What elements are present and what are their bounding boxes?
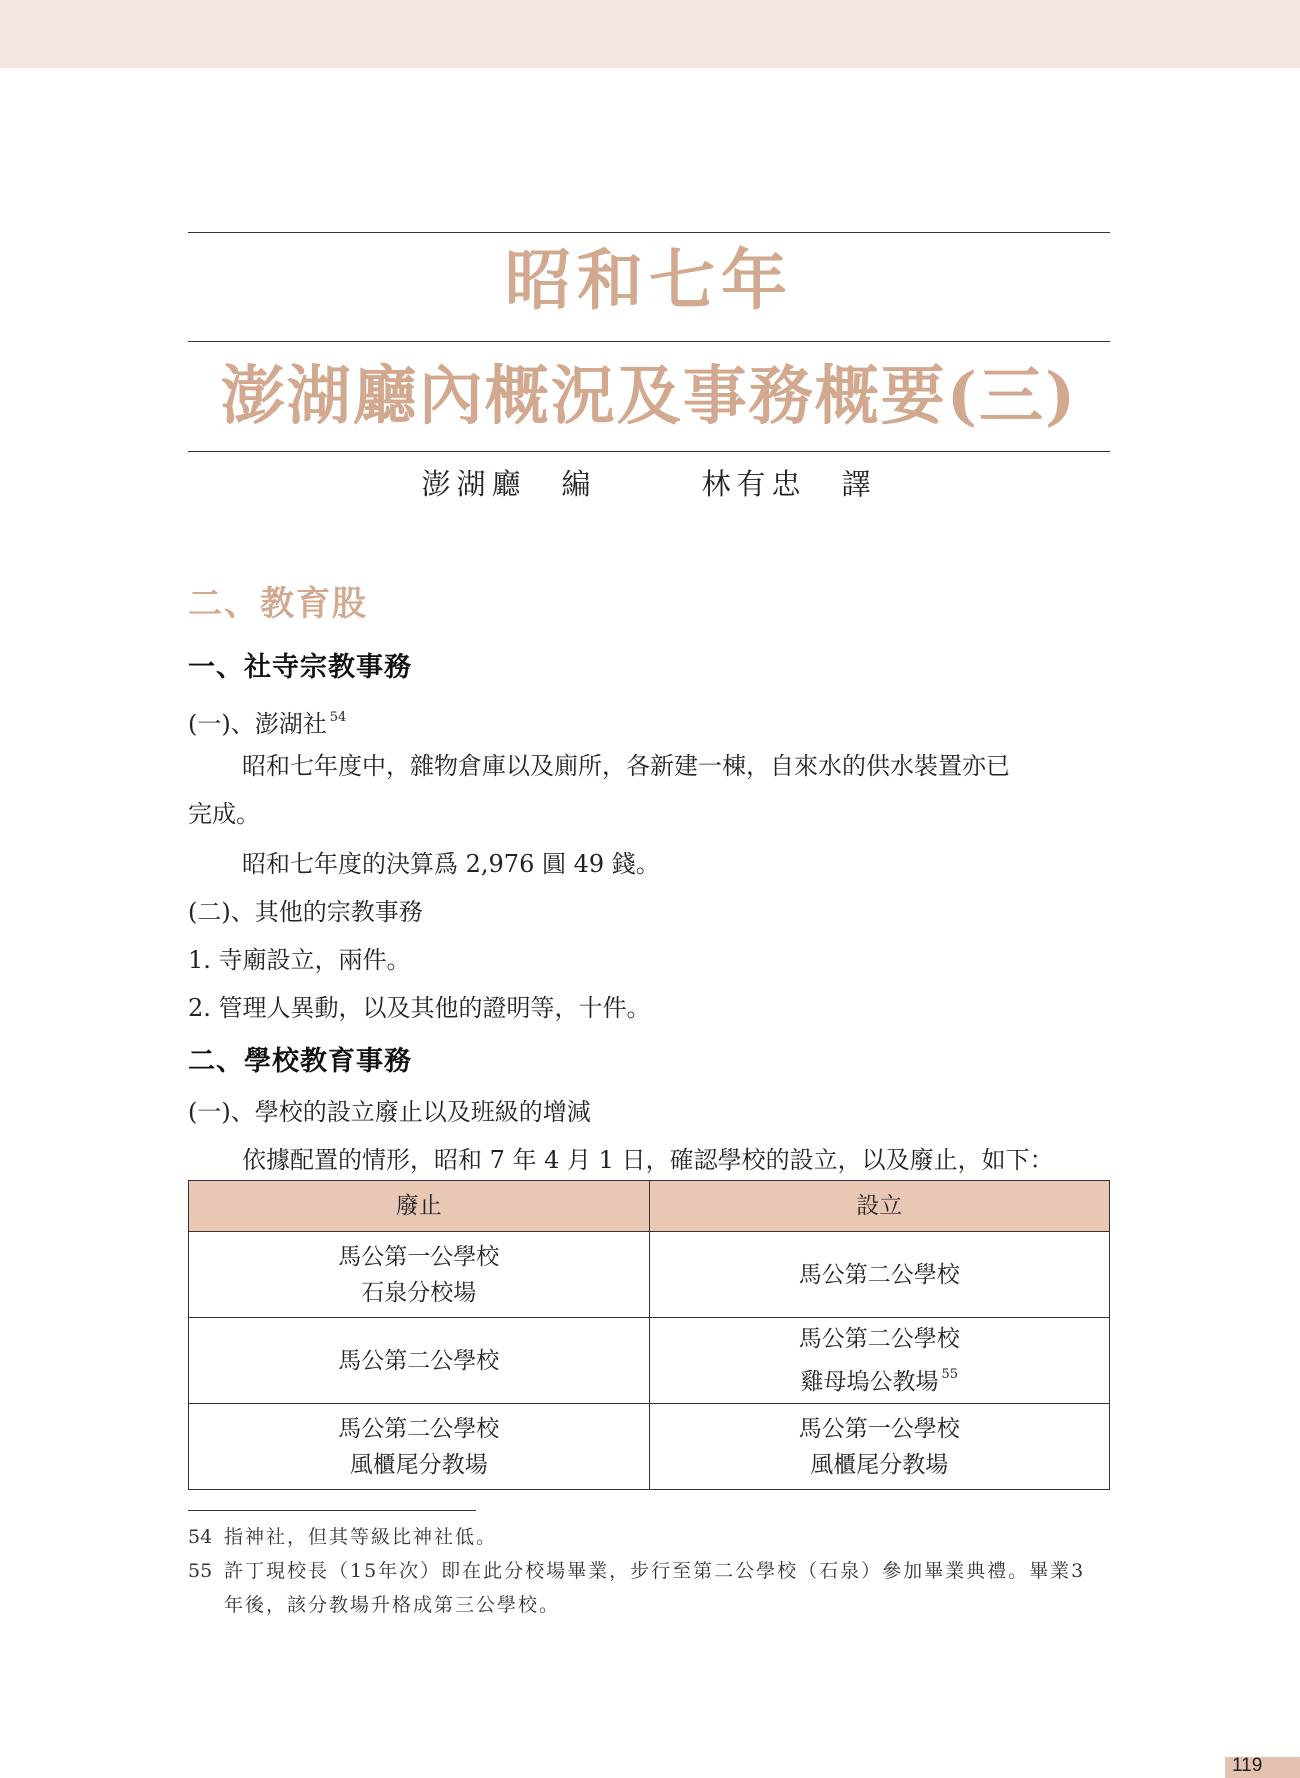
list-item: 1. 寺廟設立，兩件。 <box>188 946 411 974</box>
table-header-established: 設立 <box>649 1181 1110 1232</box>
footnote-ref-54: 54 <box>329 710 347 725</box>
subsection-penghu-shrine <box>188 700 346 742</box>
section-heading-school: 二、學校教育事務 <box>188 1046 412 1077</box>
cell-line: 馬公第一公學校 <box>798 1415 960 1442</box>
title-bottom-rule <box>188 451 1110 452</box>
table-row <box>189 1404 1110 1490</box>
paragraph-line: 昭和七年度中，雜物倉庫以及廁所，各新建一棟，自來水的供水裝置亦已 <box>242 752 1010 780</box>
footnote-number: 55 <box>188 1560 213 1582</box>
footnote-ref-55: 55 <box>941 1367 959 1382</box>
table-cell-abolished <box>189 1318 650 1404</box>
table-cell-established <box>649 1232 1110 1318</box>
footnote-55 <box>188 1554 1118 1622</box>
table-cell-abolished <box>189 1404 650 1490</box>
table-row <box>189 1318 1110 1404</box>
subsection-other-religion: (二)、其他的宗教事務 <box>188 898 423 926</box>
cell-line-with-footnote <box>650 1357 1110 1400</box>
cell-line: 馬公第二公學校 <box>798 1261 960 1288</box>
list-item: 2. 管理人異動，以及其他的證明等，十件。 <box>188 994 651 1022</box>
paragraph-school-intro: 依據配置的情形，昭和 7 年 4 月 1 日，確認學校的設立，以及廢止，如下： <box>242 1146 1054 1174</box>
title-line-1: 昭和七年 <box>505 241 793 319</box>
table-cell-abolished <box>189 1232 650 1318</box>
title-middle-rule <box>188 341 1110 342</box>
table-cell-established <box>649 1318 1110 1404</box>
chapter-heading: 二、教育股 <box>188 584 368 624</box>
table-cell-established <box>649 1404 1110 1490</box>
top-band <box>0 0 1300 68</box>
paragraph-budget: 昭和七年度的決算爲 2,976 圓 49 錢。 <box>242 850 660 878</box>
cell-line: 石泉分校場 <box>361 1279 477 1306</box>
cell-line: 雞母塢公教場 <box>800 1369 939 1395</box>
byline: 澎湖廳 編 林有忠 譯 <box>421 467 877 501</box>
cell-line: 風櫃尾分教場 <box>349 1451 488 1478</box>
paragraph-line: 完成。 <box>188 800 260 828</box>
cell-line: 風櫃尾分教場 <box>810 1451 949 1478</box>
table-header-abolished: 廢止 <box>189 1181 650 1232</box>
footnote-text-continued: 年後，該分教場升格成第三公學校。 <box>224 1594 561 1616</box>
section-heading-religion: 一、社寺宗教事務 <box>188 652 412 683</box>
page-number: 119 <box>1232 1755 1263 1776</box>
cell-line: 馬公第二公學校 <box>338 1415 500 1442</box>
footnote-number: 54 <box>188 1526 213 1548</box>
subsection-school-changes: (一)、學校的設立廢止以及班級的增減 <box>188 1098 591 1126</box>
title-top-rule <box>188 232 1110 233</box>
cell-line: 馬公第二公學校 <box>338 1347 500 1374</box>
footnote-rule <box>188 1510 476 1511</box>
footnote-54 <box>188 1520 1118 1554</box>
footnote-text: 許丁現校長（15年次）即在此分校場畢業，步行至第二公學校（石泉）參加畢業典禮。畢業3 <box>224 1560 1086 1582</box>
title-line-2: 澎湖廳內概況及事務概要(三) <box>220 359 1078 434</box>
subsection-label: (一)、澎湖社 <box>188 710 327 738</box>
table-row <box>189 1232 1110 1318</box>
footnote-text: 指神社，但其等級比神社低。 <box>224 1526 498 1548</box>
school-table <box>188 1180 1110 1490</box>
cell-line: 馬公第一公學校 <box>338 1243 500 1270</box>
cell-line: 馬公第二公學校 <box>798 1326 960 1352</box>
